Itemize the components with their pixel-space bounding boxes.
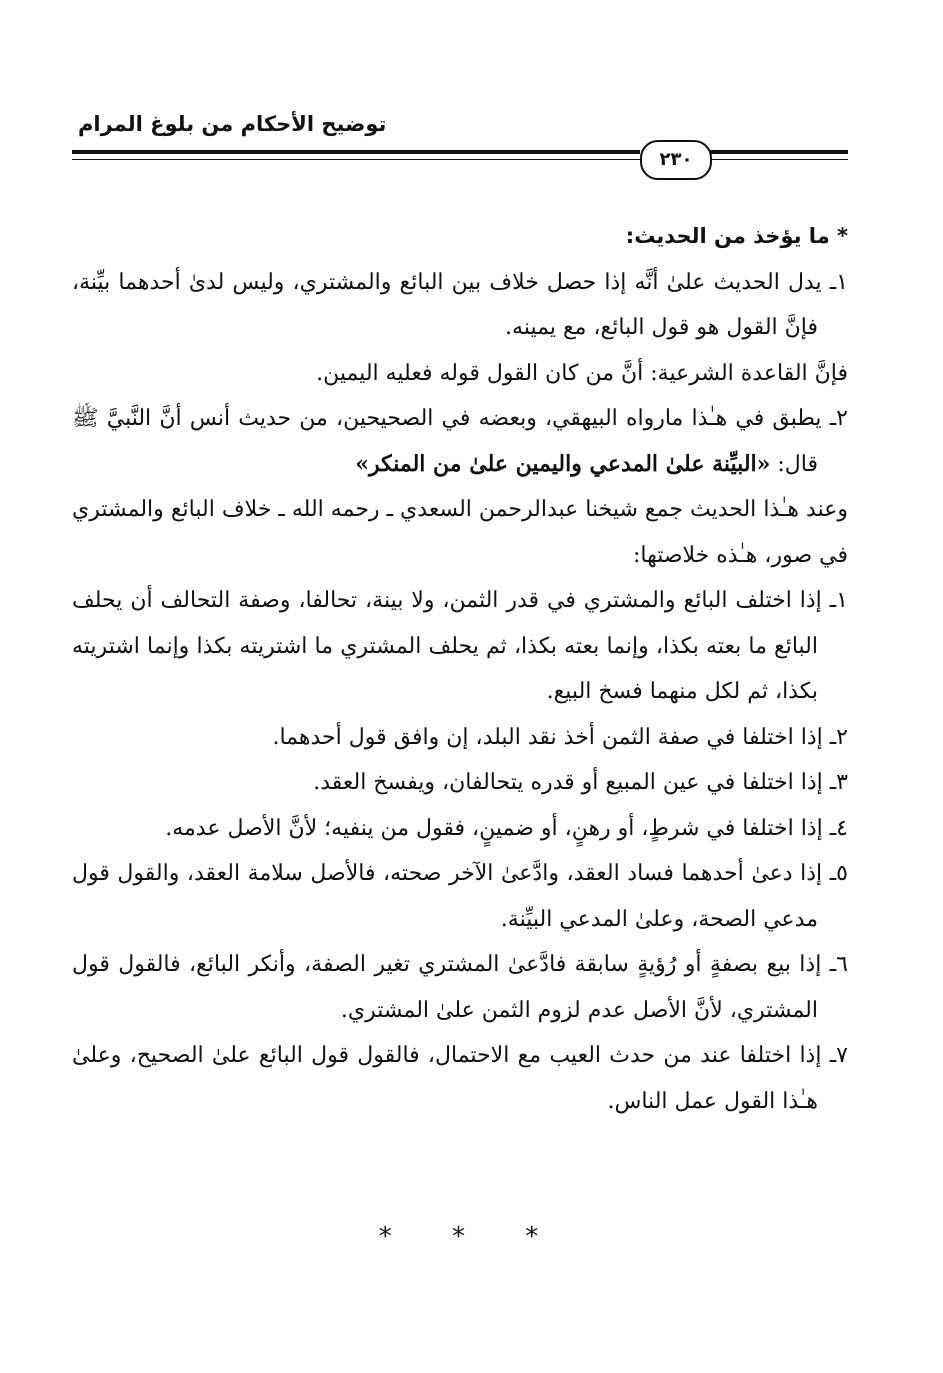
book-title: توضيح الأحكام من بلوغ المرام	[78, 112, 387, 136]
header-rule-right-thin	[710, 159, 848, 160]
header-rule-right-thick	[710, 150, 848, 154]
case-7: ٧ـ إذا اختلفا عند من حدث العيب مع الاحتمال، فالقول قول البائع علىٰ الصحيح، وعلىٰ هـٰذا القول عمل الناس.	[72, 1043, 848, 1114]
point-2-text: ٢ـ يطبق في هـٰذا مارواه البيهقي، وبعضه في الصحيحين، من حديث أنس أنَّ النَّبيَّ ﷺ قال:	[72, 406, 848, 477]
hadith-quote: «البيِّنة علىٰ المدعي واليمين علىٰ من المنكر»	[355, 450, 771, 477]
sadi-intro: وعند هـٰذا الحديث جمع شيخنا عبدالرحمن السعدي ـ رحمه الله ـ خلاف البائع والمشتري في صور، هـٰذه خلاصتها:	[72, 497, 848, 568]
rule-statement: فإنَّ القاعدة الشرعية: أنَّ من كان القول قوله فعليه اليمين.	[316, 360, 848, 386]
case-1: ١ـ إذا اختلف البائع والمشتري في قدر الثمن، ولا بينة، تحالفا، وصفة التحالف أن يحلف البائع ما بعته بكذا، وإنما بعته بكذا، ثم يحلف المشتري ما اشتريته بكذا وإنما اشتريته بكذا، ثم لكل منهما فسخ البيع.	[72, 588, 848, 704]
section-heading: * ما يؤخذ من الحديث:	[625, 224, 848, 248]
case-3: ٣ـ إذا اختلفا في عين المبيع أو قدره يتحالفان، ويفسخ العقد.	[313, 770, 848, 795]
header-rule-left-thick	[72, 150, 640, 154]
case-2: ٢ـ إذا اختلفا في صفة الثمن أخذ نقد البلد، إن وافق قول أحدهما.	[272, 724, 848, 750]
page-number: ٢٣٠	[640, 140, 712, 180]
header-rule-left-thin	[72, 159, 640, 160]
page-body	[72, 214, 848, 1124]
case-5: ٥ـ إذا دعىٰ أحدهما فساد العقد، وادَّعىٰ الآخر صحته، فالأصل سلامة العقد، والقول قول مدعي الصحة، وعلىٰ المدعي البيِّنة.	[72, 861, 848, 932]
case-6: ٦ـ إذا بيع بصفةٍ أو رُؤيةٍ سابقة فادَّعىٰ المشتري تغير الصفة، وأنكر البائع، فالقول قول المشتري، لأنَّ الأصل عدم لزوم الثمن علىٰ المشتري.	[72, 952, 848, 1023]
case-4: ٤ـ إذا اختلفا في شرطٍ، أو رهنٍ، أو ضمينٍ، فقول من ينفيه؛ لأنَّ الأصل عدمه.	[165, 815, 848, 841]
point-2	[72, 396, 848, 487]
section-end-ornament: * * *	[378, 1222, 565, 1252]
point-1: ١ـ يدل الحديث علىٰ أنَّه إذا حصل خلاف بين البائع والمشتري، وليس لدىٰ أحدهما بيِّنة، فإنَّ القول هو قول البائع، مع يمينه.	[72, 269, 848, 340]
